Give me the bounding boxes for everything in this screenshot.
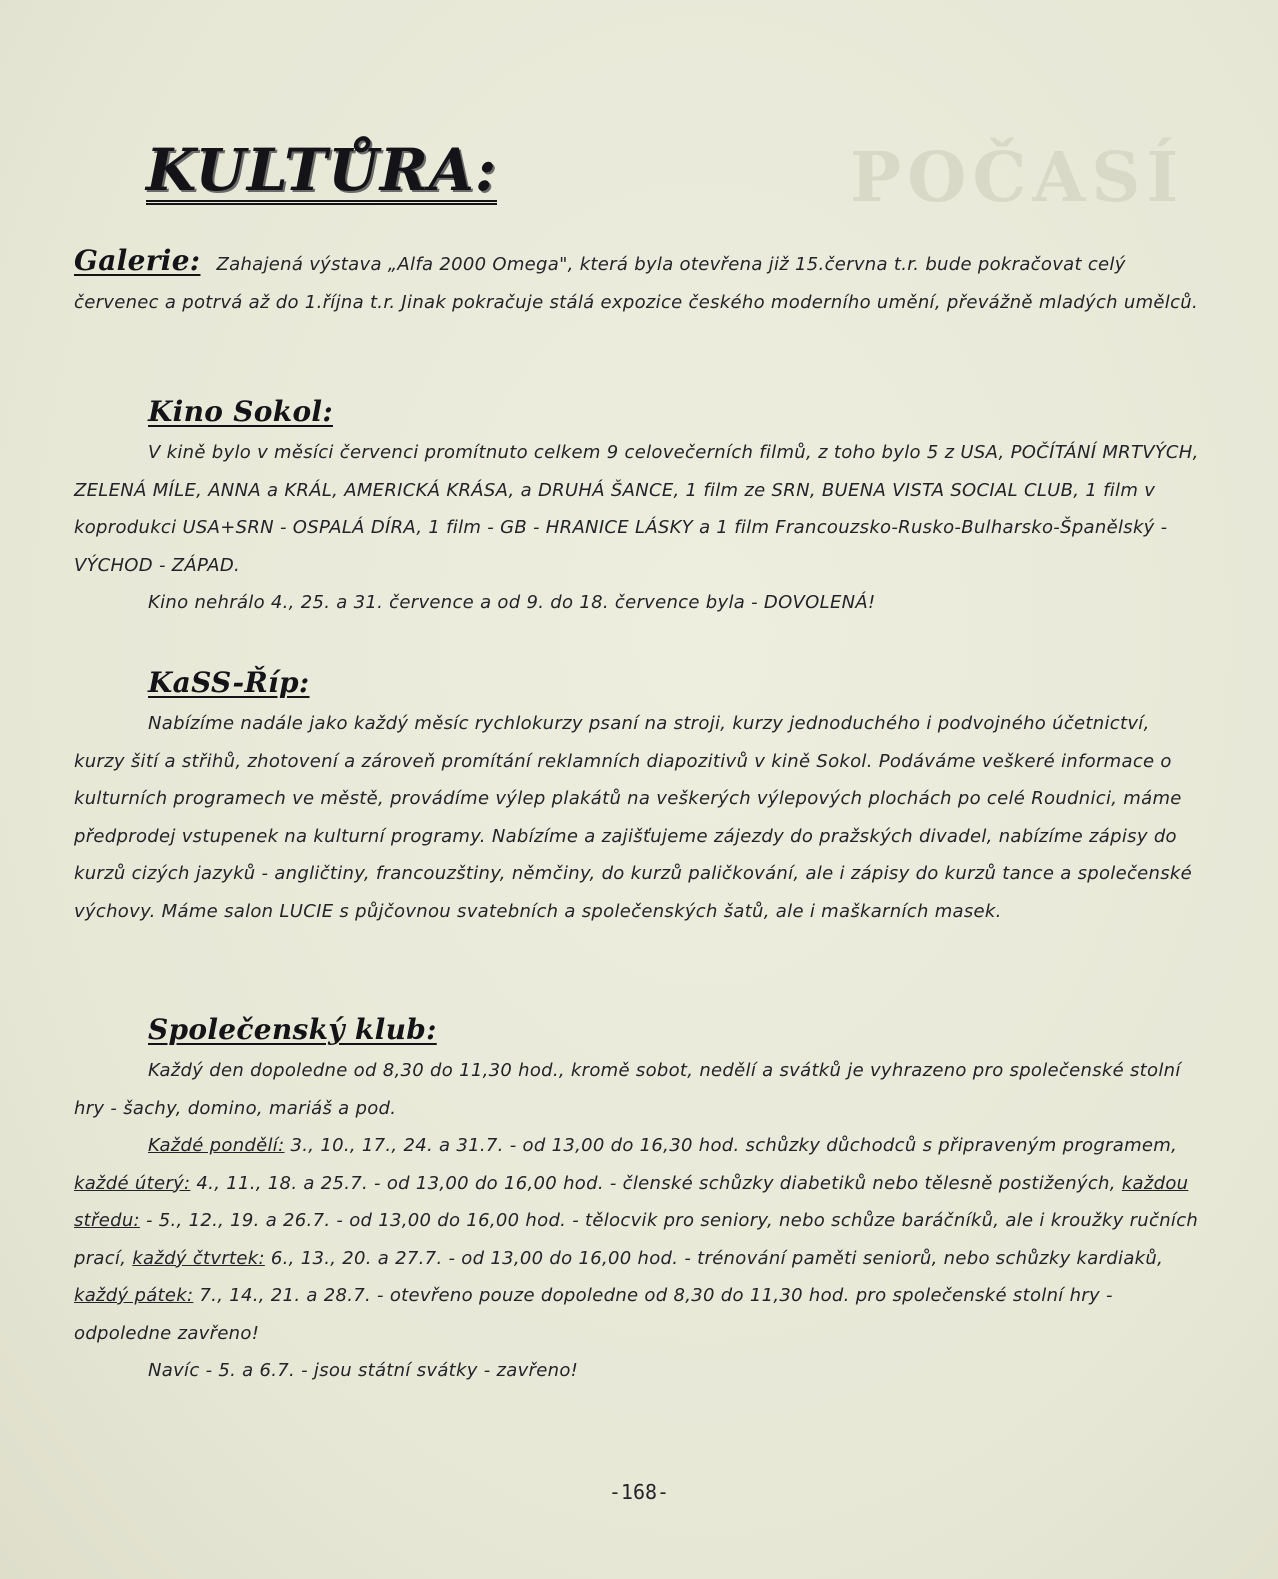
section-text-klub: Každý den dopoledne od 8,30 do 11,30 hod., kromě sobot, nedělí a svátků je vyhrazeno pro společenské stolní hry - šachy, domino, mariáš a pod. <box>74 1060 1181 1119</box>
section-kass <box>74 663 1199 930</box>
bleed-through-text: POČASÍ <box>850 138 1185 218</box>
section-heading-kino: Kino Sokol: <box>148 395 333 428</box>
section-text-klub-schedule <box>74 1127 1199 1352</box>
section-text-galerie: Zahajená výstava „Alfa 2000 Omega", která byla otevřena již 15.června t.r. bude pokračovat celý červenec a potrvá až do 1.října t.r. Jinak pokračuje stálá expozice českého moderního umění, převážně mladých umělců. <box>74 254 1199 313</box>
text-monday: 3., 10., 17., 24. a 31.7. - od 13,00 do 16,30 hod. schůzky důchodců s připraveným programem, <box>290 1135 1178 1156</box>
section-text-klub-extra: Navíc - 5. a 6.7. - jsou státní svátky - zavřeno! <box>148 1360 579 1381</box>
section-text-kino: V kině bylo v měsíci červenci promítnuto celkem 9 celovečerních filmů, z toho bylo 5 z USA, POČÍTÁNÍ MRTVÝCH, ZELENÁ MÍLE, ANNA a KRÁL, AMERICKÁ KRÁSA, a DRUHÁ ŠANCE, 1 film ze SRN, BUENA VISTA SOCIAL CLUB, 1 film v koprodukci USA+SRN - OSPALÁ DÍRA, 1 film - GB - HRANICE LÁSKY a 1 film Francouzsko-Rusko-Bulharsko-Španělský - VÝCHOD - ZÁPAD. <box>74 442 1199 576</box>
page-number: -168- <box>608 1480 670 1504</box>
label-monday: Každé pondělí: <box>148 1135 285 1156</box>
label-friday: každý pátek: <box>74 1285 194 1306</box>
section-text-kass: Nabízíme nadále jako každý měsíc rychlokurzy psaní na stroji, kurzy jednoduchého i podvojného účetnictví, kurzy šití a střihů, zhotovení a zároveň promítání reklamních diapozitivů v kině Sokol. Podáváme veškeré informace o kulturních programech ve městě, provádíme výlep plakátů na veškerých výlepových plochách po celé Roudnici, máme předprodej vstupenek na kulturní programy. Nabízíme a zajišťujeme zájezdy do pražských divadel, nabízíme zápisy do kurzů cizých jazyků - angličtiny, francouzštiny, němčiny, do kurzů paličkování, ale i zápisy do kurzů tance a společenské výchovy. Máme salon LUCIE s půjčovnou svatebních a společenských šatů, ale i maškarních masek. <box>74 713 1193 922</box>
section-klub <box>74 1010 1199 1390</box>
section-kino <box>74 392 1199 622</box>
section-text-kino-closed: Kino nehrálo 4., 25. a 31. července a od 9. do 18. července byla - DOVOLENÁ! <box>148 592 876 613</box>
section-heading-galerie: Galerie: <box>74 244 201 277</box>
page-title: KULTŮRA: <box>146 136 498 204</box>
text-friday: 7., 14., 21. a 28.7. - otevřeno pouze dopoledne od 8,30 do 11,30 hod. pro společenské stolní hry - odpoledne zavřeno! <box>74 1285 1113 1344</box>
text-tuesday: 4., 11., 18. a 25.7. - od 13,00 do 16,00 hod. - členské schůzky diabetiků nebo tělesně postižených, <box>196 1172 1116 1194</box>
text-wednesday: - 5., 12., 19. a 26.7. - od 13,00 do 16,00 hod. - tělocvik pro seniory, nebo schůze baráčníků, ale i kroužky ručních prací, <box>74 1210 1199 1269</box>
text-thursday: 6., 13., 20. a 27.7. - od 13,00 do 16,00 hod. - trénování paměti seniorů, nebo schůzky kardiaků, <box>270 1247 1164 1269</box>
section-heading-kass: KaSS-Říp: <box>148 666 310 699</box>
label-thursday: každý čtvrtek: <box>132 1247 265 1269</box>
section-galerie <box>74 242 1199 321</box>
section-heading-klub: Společenský klub: <box>148 1013 437 1046</box>
label-wednesday: každou středu: <box>74 1172 1189 1231</box>
label-tuesday: každé úterý: <box>74 1172 191 1194</box>
